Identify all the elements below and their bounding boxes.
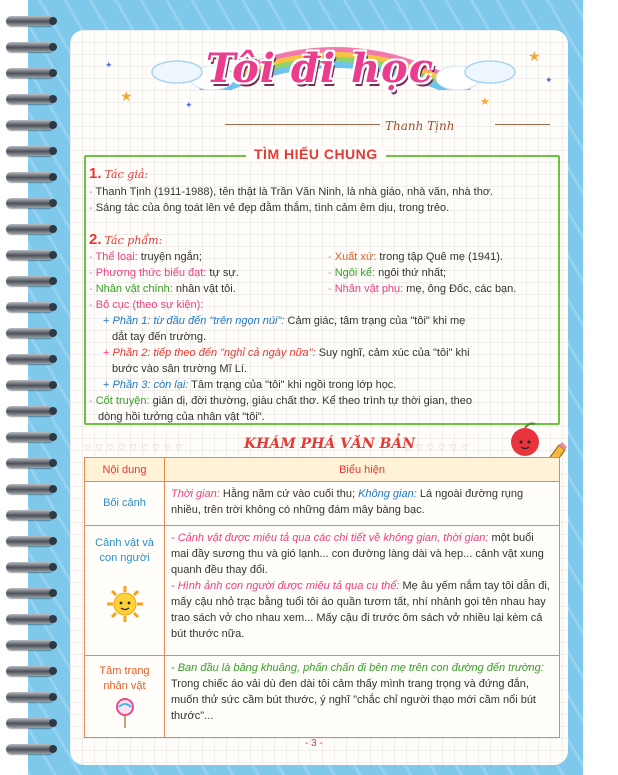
table-row: [85, 526, 560, 656]
heart-decoration-icon: ♡ ♡ ♡ ♡ ♡ ♡: [404, 443, 470, 452]
binding-hole: [49, 43, 57, 51]
spiral-ring: [6, 302, 54, 312]
column-header: Biểu hiện: [165, 458, 560, 482]
row-content: Thời gian: Hằng năm cứ vào cuối thu; Không gian: Lá ngoài đường rụng nhiều, trên trời không có những đám mây bàng bạc.: [165, 482, 560, 526]
layout-part-cont: dắt tay đến trường.: [112, 331, 207, 343]
row-content: - Ban đầu là bâng khuâng, phấn chấn đi bên mẹ trên con đường đến trường: Trong chiếc áo vải dù đen dài tôi cảm thấy mình trang trọng và đứng đắn, muốn thử sức cầm bút thước, ý nghĩ "chắc chỉ người thạo mới cầm nổi bút thước"...: [165, 656, 560, 738]
spiral-ring: [6, 172, 54, 182]
spiral-ring: [6, 458, 54, 468]
spiral-ring: [6, 68, 54, 78]
divider: [495, 124, 550, 125]
work-info-item: - Thể loại: truyện ngắn;: [89, 251, 202, 263]
sun-icon: [105, 584, 145, 624]
part-number: 1.: [89, 165, 102, 182]
plot-line-cont: dòng hồi tưởng của nhân vật "tôi".: [98, 411, 265, 423]
binding-hole: [49, 329, 57, 337]
row-label: Bối cảnh: [85, 482, 165, 526]
binding-hole: [49, 303, 57, 311]
star-icon: ★: [528, 48, 541, 64]
table-header-row: [85, 458, 560, 482]
spiral-ring: [6, 224, 54, 234]
spiral-ring: [6, 484, 54, 494]
part-label: Tác phẩm:: [104, 234, 163, 247]
spiral-ring: [6, 718, 54, 728]
spiral-ring: [6, 432, 54, 442]
author-info-line: - Thanh Tịnh (1911-1988), tên thật là Trần Văn Ninh, là nhà giáo, nhà văn, nhà thơ.: [89, 186, 494, 198]
author-name: Thanh Tịnh: [385, 119, 455, 133]
spiral-ring: [6, 640, 54, 650]
section-heading: KHÁM PHÁ VĂN BẢN: [244, 436, 416, 452]
spiral-ring: [6, 198, 54, 208]
row-content: - Cảnh vật được miêu tả qua các chi tiết về không gian, thời gian: một buổi mai đầy sương thu và gió lạnh... con đường làng dài và hẹp... cảnh vật xung quanh đều thay đổi. - Hình ảnh con người được miêu tả qua cụ thể: Mẹ âu yếm nắm tay tôi dẫn đi, mấy cậu nhỏ trạc bằng tuổi tôi áo quần tươm tất, nhí nhảnh gọi tên nhau hay trao sách vở cho nhau xem... Mấy cậu đi trước ôm sách vở nhiều lại kèm cả bút thước nữa.: [165, 526, 560, 656]
heart-decoration-icon: ♡ ♡ ♡ ♡ ♡ ♡ ♡ ♡ ♡: [84, 443, 184, 452]
binding-hole: [49, 641, 57, 649]
spiral-ring: [6, 16, 54, 26]
spiral-ring: [6, 614, 54, 624]
sparkle-icon: ✦: [545, 75, 553, 85]
table-row: [85, 482, 560, 526]
work-info-item: - Nhân vật phụ: mẹ, ông Đốc, các bạn.: [328, 283, 517, 295]
spiral-ring: [6, 354, 54, 364]
spiral-ring: [6, 276, 54, 286]
layout-part-cont: bước vào sân trường Mĩ Lí.: [112, 363, 247, 375]
binding-hole: [49, 407, 57, 415]
binding-hole: [49, 381, 57, 389]
binding-hole: [49, 95, 57, 103]
spiral-ring: [6, 94, 54, 104]
spiral-ring: [6, 536, 54, 546]
part-label: Tác giả:: [104, 168, 149, 181]
spiral-ring: [6, 588, 54, 598]
binding-hole: [49, 433, 57, 441]
spiral-ring: [6, 120, 54, 130]
row-label-text: Tâm trạng nhân vật: [99, 665, 150, 692]
binding-hole: [49, 563, 57, 571]
author-info-line: - Sáng tác của ông toát lên vẻ đẹp đằm thắm, tình cảm êm dịu, trong trẻo.: [89, 202, 450, 214]
spiral-binding: [0, 0, 60, 775]
binding-hole: [49, 589, 57, 597]
page-number: - 3 -: [305, 738, 323, 749]
binding-hole: [49, 69, 57, 77]
work-info-item: - Phương thức biểu đạt: tự sự.: [89, 267, 239, 279]
binding-hole: [49, 225, 57, 233]
binding-hole: [49, 537, 57, 545]
table-row: [85, 656, 560, 738]
spiral-ring: [6, 692, 54, 702]
binding-hole: [49, 199, 57, 207]
section2-heading-row: [84, 436, 504, 456]
spiral-ring: [6, 744, 54, 754]
binding-hole: [49, 121, 57, 129]
binding-hole: [49, 719, 57, 727]
layout-part: + Phần 1: từ đầu đến "trên ngọn núi": Cảm giác, tâm trạng của "tôi" khi mẹ: [103, 315, 466, 327]
layout-label: - Bố cục (theo sự kiện):: [89, 299, 204, 311]
binding-hole: [49, 459, 57, 467]
column-header: Nội dung: [85, 458, 165, 482]
row-label: [85, 526, 165, 656]
row-label-text: Cảnh vật và con người: [95, 537, 154, 564]
row-label: [85, 656, 165, 738]
section-heading: TÌM HIỂU CHUNG: [246, 146, 386, 162]
spiral-ring: [6, 510, 54, 520]
work-info-item: - Ngôi kể: ngôi thứ nhất;: [328, 267, 447, 279]
sparkle-icon: ✦: [185, 100, 193, 110]
page-title: Tôi đi học: [205, 45, 435, 92]
star-icon: ★: [480, 96, 490, 108]
spiral-ring: [6, 42, 54, 52]
spiral-ring: [6, 250, 54, 260]
part1-heading: [89, 165, 148, 182]
lollipop-icon: [115, 698, 135, 728]
spiral-ring: [6, 562, 54, 572]
binding-hole: [49, 511, 57, 519]
spiral-ring: [6, 328, 54, 338]
layout-part: + Phần 2: tiếp theo đến "nghỉ cả ngày nữa": Suy nghĩ, cảm xúc của "tôi" khi: [103, 347, 470, 359]
spiral-ring: [6, 146, 54, 156]
binding-hole: [49, 17, 57, 25]
binding-hole: [49, 355, 57, 363]
plot-line: - Cốt truyện: giản dị, đời thường, giàu chất thơ. Kể theo trình tự thời gian, theo: [89, 395, 472, 407]
sparkle-icon: ✦: [105, 60, 113, 70]
spiral-ring: [6, 406, 54, 416]
divider: [225, 124, 380, 125]
work-info-item: - Nhân vật chính: nhân vật tôi.: [89, 283, 236, 295]
spiral-ring: [6, 380, 54, 390]
binding-hole: [49, 745, 57, 753]
star-icon: ★: [120, 88, 133, 104]
work-info-item: - Xuất xứ: trong tập Quê mẹ (1941).: [328, 251, 503, 263]
binding-hole: [49, 147, 57, 155]
analysis-table: [84, 457, 560, 738]
binding-hole: [49, 667, 57, 675]
binding-hole: [49, 485, 57, 493]
layout-part: + Phần 3: còn lại: Tâm trạng của "tôi" khi ngồi trong lớp học.: [103, 379, 397, 391]
binding-hole: [49, 251, 57, 259]
part2-heading: [89, 231, 162, 248]
binding-hole: [49, 615, 57, 623]
binding-hole: [49, 277, 57, 285]
spiral-ring: [6, 666, 54, 676]
binding-hole: [49, 173, 57, 181]
part-number: 2.: [89, 231, 102, 248]
binding-hole: [49, 693, 57, 701]
